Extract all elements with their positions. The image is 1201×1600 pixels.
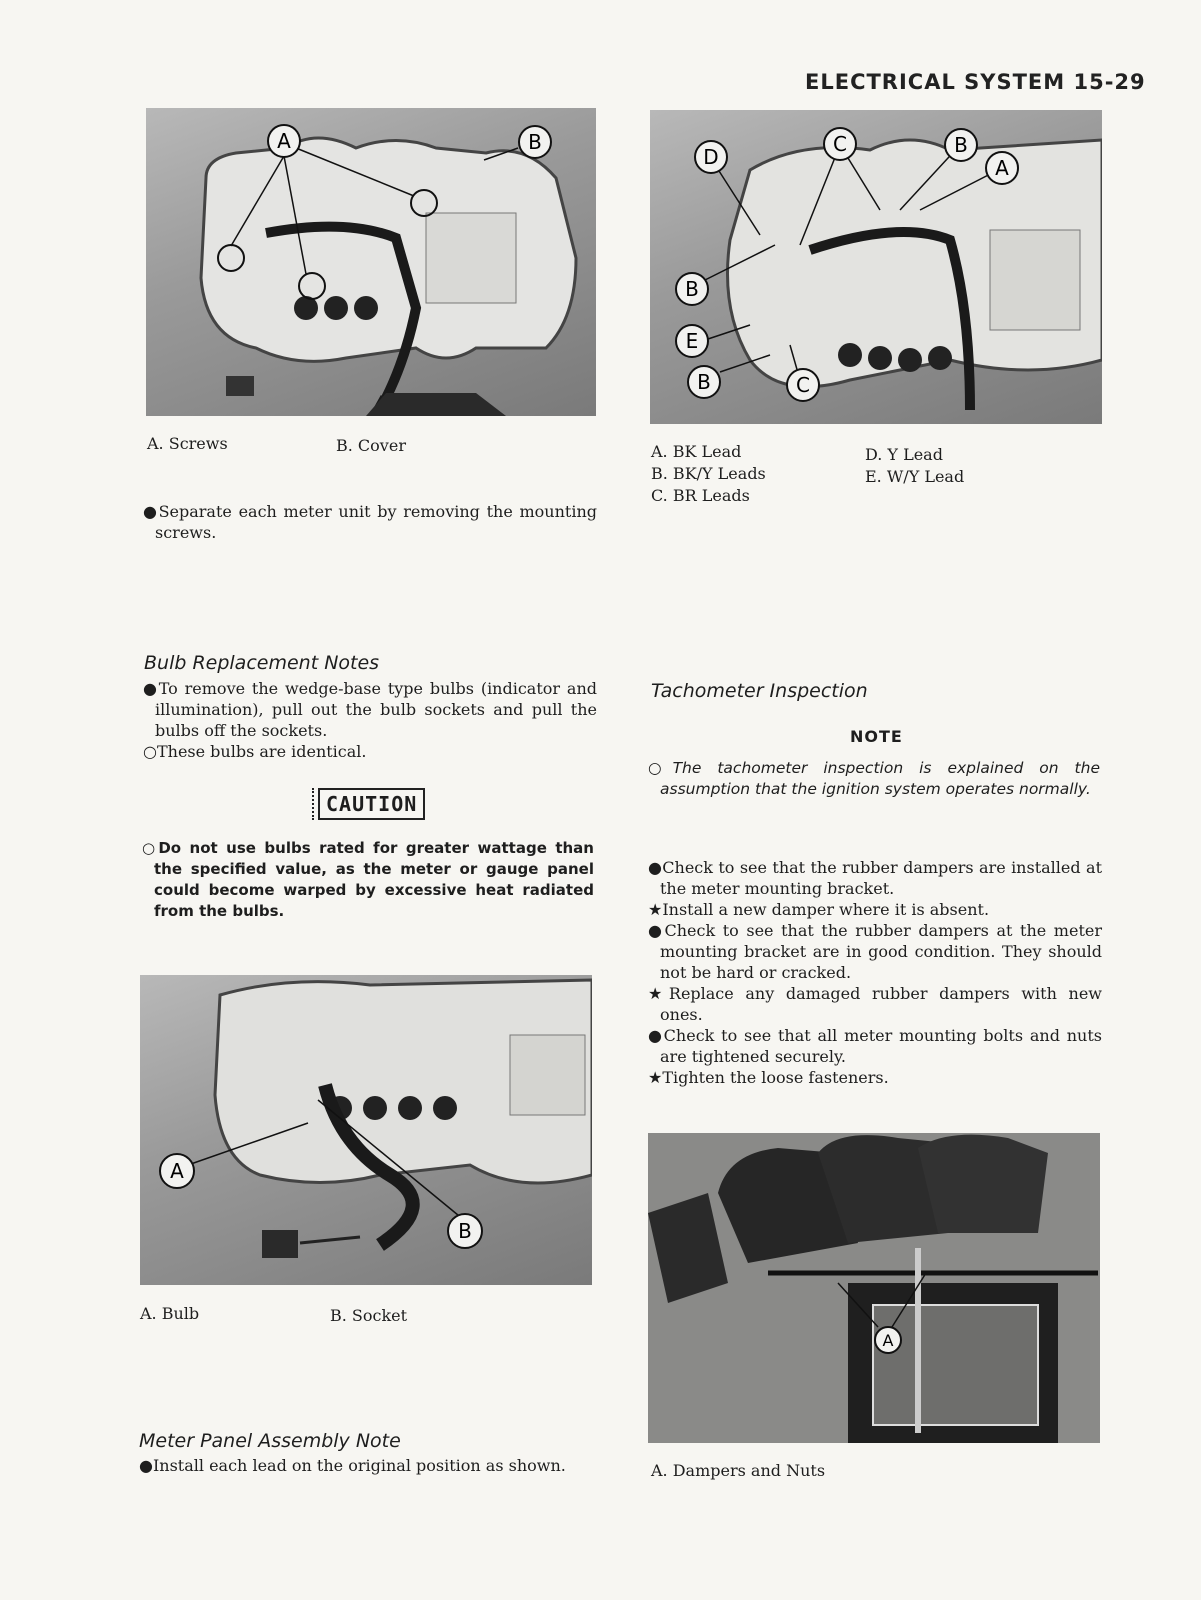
caution-text — [142, 838, 594, 922]
figure2-caption-b: B. Socket — [330, 1306, 408, 1325]
page-header: ELECTRICAL SYSTEM 15-29 — [805, 70, 1146, 94]
figure3-caption: A. BK Lead — [651, 442, 742, 461]
bulb-note-line: ○These bulbs are identical. — [143, 742, 367, 761]
caution-label: CAUTION — [318, 788, 425, 820]
figure1-caption-a: A. Screws — [147, 434, 228, 453]
figure3-captions-right — [865, 444, 964, 488]
bulb-notes — [143, 678, 597, 762]
tach-check-line: ●Check to see that the rubber dampers at the meter mounting bracket are in good condition. They should not be hard or cracked. — [648, 921, 1102, 982]
note-text-line: ○The tachometer inspection is explained on the assumption that the ignition system operates normally. — [648, 759, 1100, 798]
figure3-label-b: B — [685, 277, 699, 301]
figure4-caption: A. Dampers and Nuts — [651, 1461, 826, 1480]
figure3-label-c: C — [796, 373, 810, 397]
figure-dampers-photo — [648, 1133, 1100, 1443]
figure3-label-b: B — [954, 133, 968, 157]
meter-note — [139, 1455, 593, 1476]
para-separate-text: ●Separate each meter unit by removing the mounting screws. — [143, 502, 597, 542]
tach-check-line: ★Replace any damaged rubber dampers with new ones. — [648, 984, 1102, 1024]
note-title: NOTE — [850, 727, 903, 746]
figure1-label-b: B — [528, 130, 542, 154]
tach-check-line: ●Check to see that all meter mounting bolts and nuts are tightened securely. — [648, 1026, 1102, 1066]
figure1-caption-b: B. Cover — [336, 436, 406, 455]
tach-checks — [648, 857, 1102, 1088]
figure3-caption: B. BK/Y Leads — [651, 464, 766, 483]
note-text — [648, 758, 1100, 800]
figure3-label-d: D — [703, 145, 719, 169]
bulb-heading: Bulb Replacement Notes — [144, 652, 380, 674]
figure3-caption: E. W/Y Lead — [865, 467, 965, 486]
figure2-label-a: A — [170, 1159, 184, 1183]
bulb-note-line: ●To remove the wedge-base type bulbs (indicator and illumination), pull out the bulb sockets and pull the bulbs off the sockets. — [143, 679, 597, 740]
tach-check-line: ★Tighten the loose fasteners. — [648, 1068, 889, 1087]
figure3-label-b: B — [697, 370, 711, 394]
figure1-label-a: A — [277, 129, 291, 153]
tach-check-line: ●Check to see that the rubber dampers are installed at the meter mounting bracket. — [648, 858, 1102, 898]
figure4-label-a: A — [882, 1331, 894, 1350]
meter-heading: Meter Panel Assembly Note — [139, 1430, 401, 1452]
figure3-label-a: A — [995, 156, 1009, 180]
figure2-caption-a: A. Bulb — [140, 1304, 200, 1323]
figure-meter-screws-photo — [146, 108, 596, 416]
meter-note-line: ●Install each lead on the original position as shown. — [139, 1456, 566, 1475]
figure-bulb-socket-photo — [140, 975, 592, 1285]
figure3-caption: C. BR Leads — [651, 486, 750, 505]
caution-text-line: ○Do not use bulbs rated for greater wattage than the specified value, as the meter or gauge panel could become warped by excessive heat radiated from the bulbs. — [142, 839, 594, 920]
figure3-caption: D. Y Lead — [865, 445, 943, 464]
figure3-label-e: E — [685, 329, 699, 353]
figure2-label-b: B — [458, 1219, 472, 1243]
tach-heading: Tachometer Inspection — [651, 680, 868, 702]
figure3-label-c: C — [833, 132, 847, 156]
para-separate — [143, 501, 597, 543]
figure-lead-positions-photo — [650, 110, 1102, 424]
figure3-captions-left — [651, 441, 766, 507]
tach-check-line: ★Install a new damper where it is absent. — [648, 900, 990, 919]
